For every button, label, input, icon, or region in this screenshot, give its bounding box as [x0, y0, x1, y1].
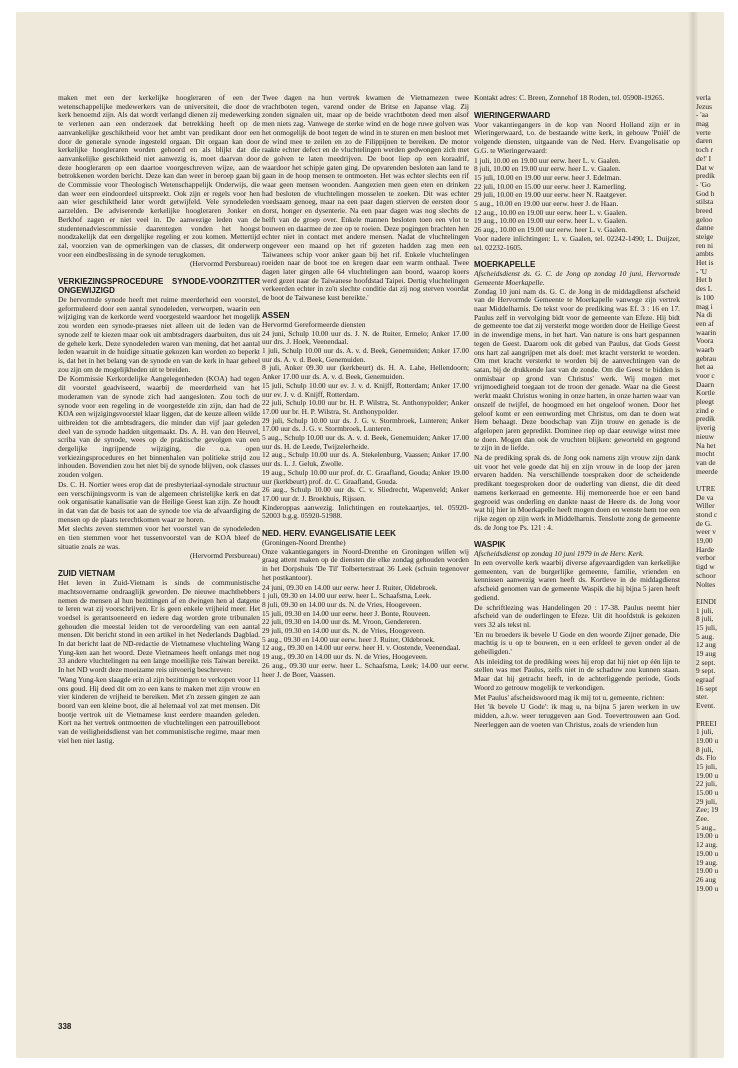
cutoff-line: Na di	[696, 310, 713, 320]
cutoff-line: 5 aug.	[696, 631, 715, 641]
service-list-leek	[262, 584, 469, 680]
cutoff-line: Event.	[696, 701, 716, 711]
cutoff-line: ster.	[696, 692, 709, 702]
cutoff-line: - 'Go	[696, 179, 711, 189]
article-continuation: maken met een der kerkelijke hoogleraren of een der wetenschappelijke medewerkers van de universiteit, die door de kerk benoemd zijn. Als dat wordt verlangd dienen zij medewerking te verlenen aan een onderzoek dat betrekking heeft op de aanvankelijke geschiktheid voor het ambt van predikant door een door de generale synode ingesteld orgaan. Dit orgaan kan door kerkelijke hoogleraren worden gehoord en als blijkt dat die aanvankelijke geschiktheid niet aanwezig is, moet daarvan door deze hoogleraren op een daartoe voorgeschreven wijze, aan de betrokkenen worden bericht. Deze kan dan weer in beroep gaan bij de Commissie voor Theologisch Wetenschappelijk Onderwijs, die dan weer een eindoordeel uitspreekt. Ook zijn er regels voor hen aan wier geschiktheid later wordt getwijfeld. Vele synodeleden aarzelden. De adviserende kerkelijke hoogleraren Jonker en Berkhof zagen er niet veel in. De aanwezige leden van de studentenadviescommissie daarentegen vonden het hoogst noodzakelijk dat een dergelijke regeling er zou komen. Mettertijd zal, voorzien van de opmerkingen van de classes, dit onderwerp voor een eindbeslissing in de synode terugkomen.	[58, 94, 260, 259]
column-1	[58, 94, 260, 1034]
cutoff-line: PREEI	[696, 718, 717, 728]
service-entry: 12 aug., 10.00 en 19.00 uur eerw. heer L. v. Gaalen.	[474, 207, 627, 217]
service-entry: 8 juli, 09.30 en 14.00 uur ds. N. de Vries, Hoogeveen.	[262, 599, 422, 609]
cutoff-line: danne	[696, 223, 714, 233]
heading-verkiezingsprocedure: VERKIEZINGSPROCEDURE SYNODE-VOORZITTER ONGEWIJZIGD	[58, 277, 260, 296]
service-entry: 29 juli, 09.30 en 14.00 uur ds. N. de Vries, Hoogeveen.	[262, 626, 426, 636]
paragraph: Met Paulus' afscheidswoord mag ik mij tot u, gemeente, richten:	[474, 692, 665, 702]
cutoff-line: nieuw	[696, 431, 715, 441]
cutoff-line: voor c	[696, 371, 715, 380]
cutoff-line: 19,00	[696, 536, 713, 546]
paragraph: De hervormde synode heeft met ruime meerderheid een voorstel, geformuleerd door een aantal synodeleden, verworpen, waarin een wijziging van de kerkorde werd voorgesteld waardoor het mogelijk zou worden een synode-praeses niet alleen uit de leden van de synode zelf te kiezen maar ook uit ambtsdragers daarbuiten, dus uit de gehele kerk. Deze synodeleden waren van mening, dat het aantal leden waaruit in de huidige situatie gekozen kan worden zo beperkt is, dat het in het belang van de synode en van de kerk in haar geheel zou zijn om de mogelijkheden uit te breiden.	[58, 295, 260, 374]
cutoff-line: schoor	[696, 570, 716, 580]
cutoff-line: tigd w	[696, 562, 715, 572]
cutoff-line: ijverig	[696, 423, 716, 433]
service-entry: 19 aug., Schulp 10.00 uur prof. dr. C. Graafland, Gouda; Anker 19.00 uur (kerkbeurt) prof. dr. C. Graafland, Gouda.	[262, 467, 469, 486]
paragraph: De Kommissie Kerkordelijke Aangelegenheden (KOA) had tegen dit voorstel geadviseerd, waarbij de meerderheid van het moderamen van de synode zich had aangesloten. Zou toch de synode voor een regeling in de voorgestelde zin zijn, dan had de KOA een wijzigingsvoorstel klaar liggen, dat de keuze alleen wilde uitbreiden tot die ambtsdragers, die minder dan vijf jaar geleden deel van de synode hadden uitgemaakt. Ds. A. H. van den Heuvel, scriba van de synode, wees op de praktische gevolgen van een dergelijke ingrijpende wijziging, die o.a. open verkiezingsprocedures en het binnenhalen van politieke strijd zou inhouden. Bovendien zou het niet bij de synode blijven, ook classes zouden volgen.	[58, 374, 260, 480]
cutoff-line: geloo	[696, 214, 713, 224]
service-entry: 29 juli, Schulp 10.00 uur ds. J. G. v. Stormbroek, Lunteren; Anker 17.00 uur ds. J. G. v. Stormbroek, Lunteren.	[262, 415, 469, 434]
cutoff-line: waarin	[696, 327, 717, 337]
service-entry: 15 juli, 09.30 en 14.00 uur eerw. heer J. Bonte, Rouveen.	[262, 608, 431, 618]
paragraph: Onze vakantiegangers in Noord-Drenthe en Groningen willen wij graag attent maken op de diensten die elke zondag gehouden worden in het Dorpshuis 'De Til' Tolberterstraat 36 Leek (schuin tegenover het postkantoor).	[262, 546, 469, 582]
cutoff-line: Willer	[696, 501, 715, 511]
cutoff-line: Zee.	[696, 814, 709, 824]
cutoff-line: is 100	[696, 292, 714, 302]
service-entry: 12 aug., 09.30 en 14.00 uur eerw. heer H. v. Oostende, Veenendaal.	[262, 643, 461, 653]
service-entry: 12 aug., Schulp 10.00 uur ds. A. Stekelenburg, Vaassen; Anker 17.00 uur ds. L. J. Geluk, Zwolle.	[262, 450, 469, 469]
cutoff-line: 5 aug.,	[696, 822, 716, 832]
cutoff-line: 19.00 u	[696, 831, 719, 841]
cutoff-line: Kortle	[696, 388, 715, 398]
cutoff-line: mag i	[696, 301, 713, 311]
paragraph: In een overvolle kerk waarbij diverse afgevaardigden van kerkelijke gemeenten, van de burgerlijke gemeente, familie, vrienden en kennissen aanwezig waren heeft ds. Kortleve in de middagdienst afscheid genomen van de gemeente Waspik die hij bijna 5 jaren heeft gediend.	[474, 558, 680, 602]
cutoff-line: zind e	[696, 405, 714, 415]
cutoff-line: Dat w	[696, 162, 714, 172]
cutoff-line: De va	[696, 492, 714, 502]
cutoff-line: gebrau	[696, 353, 717, 363]
cutoff-line: 15.00 u	[696, 788, 719, 797]
cutoff-line: 19.00 u	[696, 735, 719, 745]
cutoff-line: 19.00 u	[696, 770, 719, 780]
subheading: Hervormd Gereformeerde diensten	[262, 319, 366, 329]
paragraph: 'En nu broeders ik bevele U Gode en den woorde Zijner genade, Die machtig is u op te bouwen, en u een erfdeel te geven onder al de geheiligden.'	[474, 629, 680, 657]
cutoff-line: ren ni	[696, 240, 714, 250]
cutoff-line: meerde	[696, 466, 718, 476]
cutoff-line: verla	[696, 94, 711, 102]
paragraph: Na de prediking sprak ds. de Jong ook namens zijn vrouw zijn dank uit voor het vele goede dat hij en zijn vrouw in de loop der jaren ervaren hadden. Na verschillende toespraken door de scheidende predikant toegesproken door de ouderling van dienst, die dit deed namens kerkeraad en gemeente. Hij memoreerde hoe er een band gegroeid was onderling en dankte naast de Heere ds. de Jong voor wat hij hier in Moerkapelle heeft mogen doen en wenste hem toe een rijke zegen op zijn werk in Middelharnis. Tenslotte zong de gemeente ds. de Jong toe Ps. 121 : 4.	[474, 453, 680, 532]
cutoff-line: ambts	[696, 249, 714, 259]
service-entry: 1 juli, 10.00 en 19.00 uur eerw. heer L. v. Gaalen.	[474, 155, 621, 165]
cutoff-line: verte	[696, 127, 711, 137]
cutoff-line: mocht	[696, 449, 715, 459]
cutoff-line: EINDI	[696, 596, 717, 606]
cutoff-line: 8 juli,	[696, 614, 714, 624]
service-list-wieringerwaard	[474, 157, 680, 253]
cutoff-line: 15 juli,	[696, 761, 717, 771]
cutoff-line: daren	[696, 136, 713, 146]
subheading-italic: Afscheidsdienst ds. G. C. de Jong op zondag 10 juni, Hervormde Gemeente Moerkapelle.	[474, 269, 680, 287]
column-4-cut-off	[696, 94, 724, 1034]
service-entry: 24 juni, Schulp 10.00 uur ds. J. N. de Ruiter, Ermelo; Anker 17.00 uur drs. J. Hoek, Veenendaal.	[262, 328, 469, 347]
contact-line: Kontakt adres: C. Breen, Zonnehof 18 Roden, tel. 05908-19265.	[474, 94, 665, 102]
cutoff-line: Na het	[696, 440, 716, 450]
cutoff-line: toch r	[696, 145, 714, 155]
service-entry: 1 juli, Schulp 10.00 uur ds. A. v. d. Beek, Genemuiden; Anker 17.00 uur ds. A. v. d. Beek, Genemuiden.	[262, 345, 469, 364]
cutoff-line: God h	[696, 188, 715, 198]
service-entry: 26 aug., 09.30 uur eerw. heer L. Schaafsma, Leek; 14.00 uur eerw. heer J. de Boer, Vaassen.	[262, 660, 469, 679]
cutoff-line: 19.00 u	[696, 866, 719, 876]
cutoff-line: het aa	[696, 362, 714, 372]
service-entry: 15 juli, Schulp 10.00 uur ev. J. v. d. Knijff, Rotterdam; Anker 17.00 uur ev. J. v. d. Knijff, Rotterdam.	[262, 380, 469, 399]
service-entry: 29 juli, 10.00 en 19.00 uur eerw. heer N. Raatgever.	[474, 190, 627, 200]
cutoff-line: steige	[696, 232, 714, 241]
cutoff-line: de!' I	[696, 153, 712, 163]
cutoff-line: stond c	[696, 510, 718, 519]
paragraph: De schriftlezing was Handelingen 20 : 17-38. Paulus neemt hier afscheid van de ouderlingen te Efeze. Uit dit hoofdstuk is gekozen vers 32 als tekst nl.	[474, 602, 680, 629]
cutoff-line: Harde	[696, 544, 715, 554]
magazine-page	[16, 12, 724, 1058]
paragraph: Het 'ik bevele U Gode': ik mag u, na bijna 5 jaren werken in uw midden, a.h.w. weer teruggeven aan God. Toevertrouwen aan God. Neerleggen aan de voeten van Christus, zoals de vrienden hun	[474, 702, 680, 729]
service-entry: 1 juli, 09.30 en 14.00 uur eerw. heer L. Schaafsma, Leek.	[262, 591, 432, 601]
paragraph: Zondag 10 juni nam ds. G. C. de Jong in de middagdienst afscheid van de Hervormde Gemeente te Moerkapelle vanwege zijn vertrek naar Middelharnis. De tekst voor de prediking was Ef. 3 : 16 en 17. Paulus zelf in vervolging bidt voor de gemeente van Efeze. Hij bidt de gemeente toe dat zij versterkt moge worden door de Heilige Geest in de inwendige mens, in het hart. Van nature is ons hart gespannen tegen de Geest. Daarom ook dit gebed van Paulus, dat Gods Geest ons hart zal aangrijpen met als doel: met kracht versterkt te worden. Om met kracht versterkt te worden bij de aanvechtingen van de satan, bij de drukkende last van de zonde. Om die Geest te bidden is onmisbaar op grond van Christus' werk. Wij mogen met vrijmoedigheid toegaan tot de troon der genade. Waar na die Geest werkt maakt Christus woning in onze harten, in onze harten waar van onszelf de twijfel, de hoogmoed en het ongeloof wonen. Door het geloof komt er een eenwording met Christus, om dan te doen wat Hem behaagt. Deze boodschap van Zijn trouw en genade is de afgelopen jaren gepredikt. Dominee riep op daar eeuwige winst mee te doen. Mogen dan ook de vruchten blijken: geworteld en gegrond te zijn in de liefde.	[474, 286, 680, 453]
heading-assen: ASSEN	[262, 310, 290, 320]
service-entry: 19 aug., 09.30 en 14.00 uur ds. N. de Vries, Hoogeveen.	[262, 652, 428, 662]
cutoff-line: des L	[696, 284, 713, 294]
service-entry: 22 juli, 10.00 en 15.00 uur eerw. heer J. Kamerling.	[474, 181, 627, 191]
paragraph: Ds. C. H. Nortier wees erop dat de presbyteriaal-synodale structuur een verschijningsvorm is van de algemeen christelijke kerk en dat ook organisatie kanalisatie van de Heilige Geest kan zijn. Ze houdt in dat van dat de basis tot aan de synode toe via de afvaardiging de mensen op de plaats terechtkomen waar ze horen.	[58, 479, 260, 524]
cutoff-line: 22 juli,	[696, 779, 717, 789]
cutoff-line: ds. Flo	[696, 753, 717, 763]
cutoff-line: de G.	[696, 518, 713, 528]
column-2	[262, 94, 469, 1034]
cutoff-line: 29 juli,	[696, 796, 717, 806]
service-entry: 26 aug., 10.00 en 19.00 uur eerw. heer L. v. Gaalen.	[474, 225, 627, 235]
cutoff-line: waarb	[696, 344, 715, 354]
cutoff-line: Zee; 19	[696, 805, 719, 815]
cutoff-line: 19 aug.	[696, 857, 718, 867]
page-number: 338	[58, 1022, 72, 1031]
cutoff-line: 12 aug.	[696, 840, 718, 850]
info-line: Voor nadere inlichtingen: L. v. Gaalen, tel. 02242-1490; L. Duijzer, tel. 02232-1605.	[474, 233, 680, 252]
heading-wieringerwaard: WIERINGERWAARD	[474, 110, 551, 120]
paragraph: Twee dagen na hun vertrek kwamen de Vietnamezen twee vrachtboten tegen, varend onder de Britse en Japanse vlag. Zij zonden signalen uit, maar op de beide vrachtboten deed men alsof men niets zag. Vanwege de sterke wind en de hoge ruwe golven was het onmogelijk de boot tegen de wind in te sturen en men besloot met de wind mee te zeilen en zo de Filippijnen te bereiken. De motor raakte echter defect en de vluchtelingen werden gedwongen zich met de golven te laten meedrijven. De boot liep op een koraalrif, waardoor het schipje gaten ging. De opvarenden besloten aan land te gaan in de hoop mensen te ontmoeten. Het was echter slechts een rif waar geen mensen woonden. Aangezien men geen eten en drinken had besloten de vluchtelingen mosselen te zoeken. Dit was echter voedsaam genoeg, maar na een paar dagen stierven de eersten door dorst, honger en dysenterie. Na een paar dagen was nog slechts de helft van de groep over. Enkele mannen besloten toen een vlot te bouwen en daarmee de zee op te roeien. Deze pogingen brachten hen echter niet in contact met andere mensen. Nadat de vluchtelingen ongeveer een maand op het rif gezeten hadden zag men een Taiwanees schip voor anker gaan bij het rif. Enkele vluchtelingen roeiden naar de boot toe en kregen daar een warm onthaal. Twee dagen later gingen alle 64 vluchtelingen aan boord, waarop koers werd gezet naar de Taiwanese hoofdstad Taipei. Dertig vluchtelingen verkeerden echter in zo'n slechte conditie dat zij nog sterven voordat de boot de Taiwanese kust bereikte.'	[262, 94, 469, 303]
cutoff-line: weer v	[696, 527, 716, 537]
cutoff-line: 1 juli,	[696, 605, 714, 615]
cutoff-line: Voora	[696, 336, 714, 346]
paragraph: Voor vakantiegangers in de kop van Noord Holland zijn er in Wieringerwaard, t.o. de bestaande witte kerk, in gebouw 'Pniël' de volgende diensten, uitgaande van de Ned. Herv. Evangelisatie op G.G. te Wieringerwaard:	[474, 119, 680, 155]
cutoff-line: predik	[696, 414, 715, 424]
cutoff-line: predik	[696, 171, 715, 181]
heading-waspik: WASPIK	[474, 540, 506, 550]
cutoff-line: 16 sept	[696, 683, 718, 693]
cutoff-line: 9 sept.	[696, 666, 716, 676]
service-entry: 5 aug., 09.30 en 14.00 uur eerw. heer J. Ruiter, Oldebroek.	[262, 634, 435, 644]
service-entry: 15 juli, 10.00 en 19.00 uur eerw. heer J. Edelman.	[474, 172, 622, 182]
service-entry: 8 juli, 10.00 en 19.00 uur eerw. heer L. v. Gaalen.	[474, 164, 621, 174]
cutoff-line: egraaf	[696, 675, 715, 685]
credit-line: (Hervormd Persbureau)	[190, 259, 260, 269]
column-3	[474, 94, 680, 1034]
cutoff-line: 15 juli,	[696, 622, 717, 632]
cutoff-line: - 'U	[696, 266, 707, 276]
paragraph: 'Wang Yung-ken slaagde erin al zijn bezittingen te verkopen voor 11 ons goud. Hij deed dit om zo een kans te maken met zijn vrouw en vier kinderen de vrijheid te bereiken. Met z'n zessen gingen ze aan boord van een kleine boot, die al helemaal vol zat met mensen. Dit bootje vertrok uit de Vietnamese kust eerdere maanden geleden. Kort na het vertrek ontmoetten de vluchtelingen een patrouilleboot van de veiligheidsdienst van het communistische regime, maar men viel hen niet lastig.	[58, 674, 260, 745]
service-entry: 5 aug., Schulp 10.00 uur ds. A. v. d. Beek, Genemuiden; Anker 17.00 uur ds. H. de Leede, Twijzelerheide.	[262, 433, 469, 451]
cutoff-line: mag	[696, 119, 709, 129]
subheading: (Groningen-Noord Drenthe)	[262, 538, 346, 548]
service-entry: 22 juli, Schulp 10.00 uur br. H. P. Wilstra, St. Anthonypolder; Anker 17.00 uur br. H. P. Wilstra, St. Anthonypolder.	[262, 398, 469, 416]
credit-line: (Hervormd Persbureau)	[190, 551, 260, 561]
paragraph: Als inleiding tot de prediking wees hij erop dat hij niet op één lijn te stellen was met Paulus, zelfs niet in de schaduw zou kunnen staan. Maar dat hij getracht heeft, in de achterliggende periode, Gods Woord zo getrouw mogelijk te verkondigen.	[474, 656, 680, 692]
cutoff-line: 19.00 u	[696, 848, 719, 858]
cutoff-line: 19.00 u	[696, 883, 719, 893]
cutoff-line: - 'aa	[696, 110, 709, 120]
service-entry: 24 juni, 09.30 en 14.00 uur eerw. heer J. Ruiter, Oldebroek.	[262, 582, 438, 592]
cutoff-line: UTRE	[696, 483, 716, 493]
cutoff-line: 26 aug	[696, 874, 716, 884]
service-entry: 5 aug., 10.00 en 19.00 uur eerw. heer J. de Haan.	[474, 199, 619, 209]
cutoff-line: 12 aug	[696, 640, 716, 650]
cutoff-line: 1 juli,	[696, 727, 714, 737]
cutoff-line: een af	[696, 318, 714, 328]
cutoff-line: Daarn	[696, 379, 715, 389]
cutoff-line: verbor	[696, 553, 716, 563]
cutoff-line: 19 aug	[696, 649, 716, 658]
heading-moerkapelle: MOERKAPELLE	[474, 260, 536, 270]
cutoff-line: 2 sept.	[696, 657, 716, 667]
cutoff-line: van de	[696, 457, 716, 467]
cutoff-line: Jezus	[696, 101, 713, 111]
heading-leek: NED. HERV. EVANGELISATIE LEEK	[262, 529, 396, 539]
cutoff-line: Het is	[696, 258, 714, 268]
service-entry: 26 aug., Schulp 10.00 uur ds. C. v. Sliedrecht, Wapenveld; Anker 17.00 uur dr. J. Broekhuis, Rijssen.	[262, 485, 469, 503]
service-list-assen	[262, 330, 469, 521]
info-line: Kinderoppas aanwezig. Inlichtingen en routekaartjes, tel. 05920-52003 b.g.g. 05920-51988.	[262, 502, 469, 521]
service-entry: 22 juli, 09.30 en 14.00 uur ds. M. Vroon, Gendereren.	[262, 617, 422, 627]
service-entry: 19 aug., 10.00 en 19.00 uur eerw. heer L. v. Gaalen.	[474, 216, 627, 226]
paragraph: Met slechts zeven stemmen voor het voorstel van de synodeleden en tien stemmen voor het tussenvoorstel van de KOA bleef de situatie zoals ze was.	[58, 524, 260, 551]
cutoff-line: Noltes	[696, 579, 716, 589]
subheading-italic: Afscheidsdienst op zondag 10 juni 1979 in de Herv. Kerk.	[474, 549, 645, 559]
cutoff-line: 8 juli,	[696, 744, 714, 754]
cutoff-line: Het b	[696, 275, 713, 285]
cutoff-line: breed	[696, 205, 713, 215]
service-entry: 8 juli, Anker 09.30 uur (kerkbeurt) ds. H. A. Lahe, Hellendoorn; Anker 17.00 uur ds. A. v. d. Beek, Genemuiden.	[262, 363, 469, 382]
cutoff-line: stilsta	[696, 197, 714, 207]
heading-zuid-vietnam: ZUID VIETNAM	[58, 569, 115, 579]
cutoff-line: pleegt	[696, 397, 715, 407]
paragraph: Het leven in Zuid-Vietnam is sinds de communistische machtsovername ondraaglijk geworden. De nieuwe machthebbers nemen de mensen al hun bezittingen af en dwingen hen al datgene te leren wat zij voorschrijven. Er is geen enkele vrijheid meer. Het voedsel is gerantsoeneerd en iedere dag worden grote tribunalen gehouden die meestal leiden tot de veroordeling van een aantal mensen. Dit bericht stond in een artikel in het Nederlands Dagblad. In dat bericht laat de ND-redactie de Vietnamese vluchteling Wang Yung-ken aan het woord. Deze Vietnamees heeft onlangs met nog 33 andere vluchtelingen na een lange moeilijke reis Taiwan bereikt. In het ND wordt deze moeizame reis uitvoerig beschreven:	[58, 578, 260, 675]
